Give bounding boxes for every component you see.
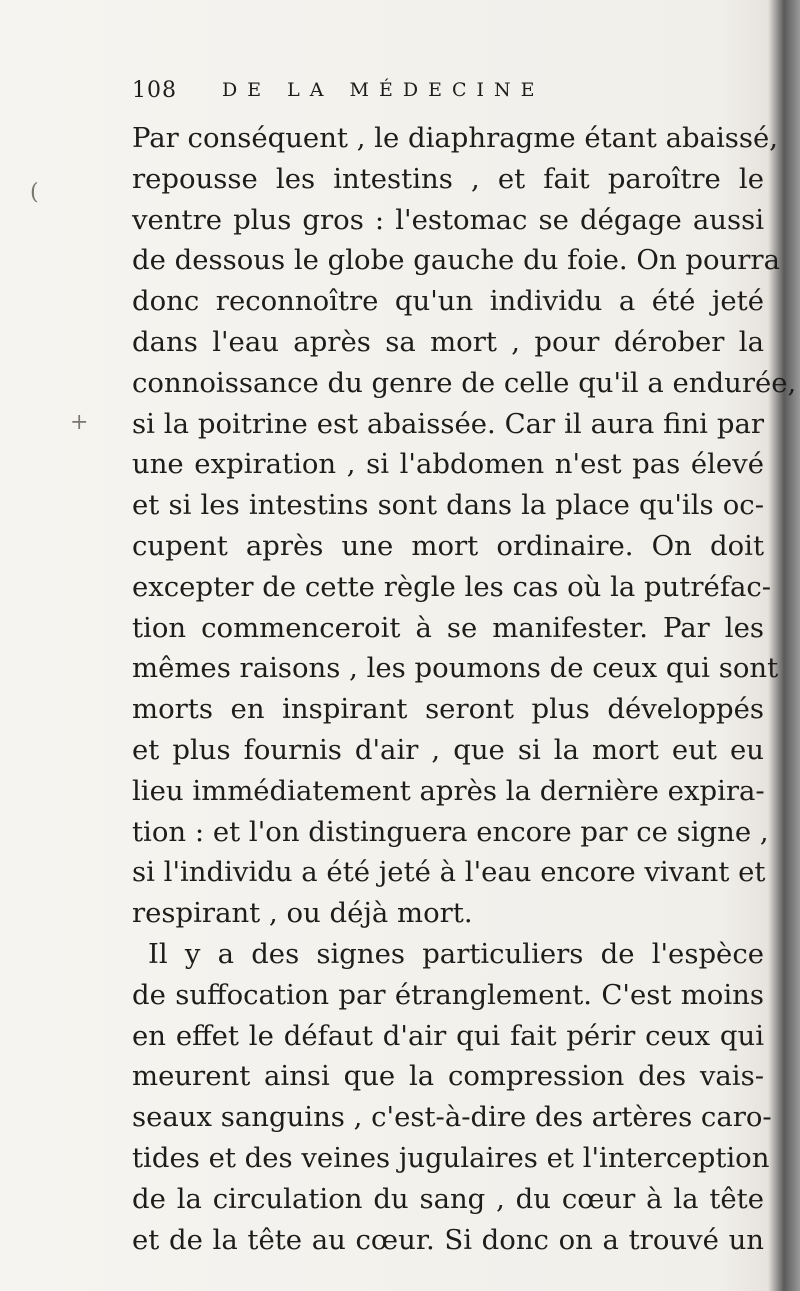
text-line: lieu immédiatement après la dernière expira- xyxy=(132,774,765,807)
text-line: une expiration , si l'abdomen n'est pas élevé xyxy=(132,448,764,481)
text-line: connoissance du genre de celle qu'il a endurée, xyxy=(132,366,797,399)
text-line: de dessous le globe gauche du foie. On pourra xyxy=(132,244,780,277)
body-text xyxy=(132,118,797,1260)
margin-cross-mark: + xyxy=(70,410,89,435)
text-line: donc reconnoître qu'un individu a été jeté xyxy=(132,285,764,318)
margin-pencil-mark: ( xyxy=(30,180,39,205)
text-line: meurent ainsi que la compression des vais- xyxy=(132,1060,764,1093)
text-line: cupent après une mort ordinaire. On doit xyxy=(132,529,764,562)
text-line: tion : et l'on distinguera encore par ce signe , xyxy=(132,815,769,848)
text-line: et si les intestins sont dans la place qu'ils oc- xyxy=(132,489,764,522)
paragraph-1 xyxy=(132,118,797,934)
text-line: si la poitrine est abaissée. Car il aura fini par xyxy=(132,407,764,440)
text-line: Par conséquent , le diaphragme étant abaissé, xyxy=(132,122,778,154)
text-line: repousse les intestins , et fait paroître le xyxy=(132,162,764,195)
text-line: tides et des veines jugulaires et l'interception xyxy=(132,1141,770,1174)
text-line: respirant , ou déjà mort. xyxy=(132,897,473,930)
text-line: Il y a des signes particuliers de l'espèce xyxy=(148,937,764,970)
text-line: dans l'eau après sa mort , pour dérober la xyxy=(132,325,764,358)
text-line: ventre plus gros : l'estomac se dégage aussi xyxy=(132,203,764,236)
page-number: 108 xyxy=(132,77,177,103)
text-line: et plus fournis d'air , que si la mort eut eu xyxy=(132,733,764,766)
paragraph-2 xyxy=(132,934,772,1260)
text-line: en effet le défaut d'air qui fait périr ceux qui xyxy=(132,1019,764,1052)
text-line: de suffocation par étranglement. C'est moins xyxy=(132,978,764,1011)
text-line: excepter de cette règle les cas où la putréfac- xyxy=(132,570,772,603)
text-line: tion commenceroit à se manifester. Par les xyxy=(132,611,764,644)
text-line: mêmes raisons , les poumons de ceux qui sont xyxy=(132,652,779,685)
text-line: morts en inspirant seront plus développés xyxy=(132,693,764,726)
text-line: si l'individu a été jeté à l'eau encore vivant et xyxy=(132,856,766,889)
text-line: et de la tête au cœur. Si donc on a trouvé un xyxy=(132,1223,764,1256)
header-title: DE LA MÉDECINE xyxy=(222,79,545,101)
running-header xyxy=(132,72,632,108)
text-line: de la circulation du sang , du cœur à la tête xyxy=(132,1182,764,1215)
text-line: seaux sanguins , c'est-à-dire des artères caro- xyxy=(132,1101,772,1134)
